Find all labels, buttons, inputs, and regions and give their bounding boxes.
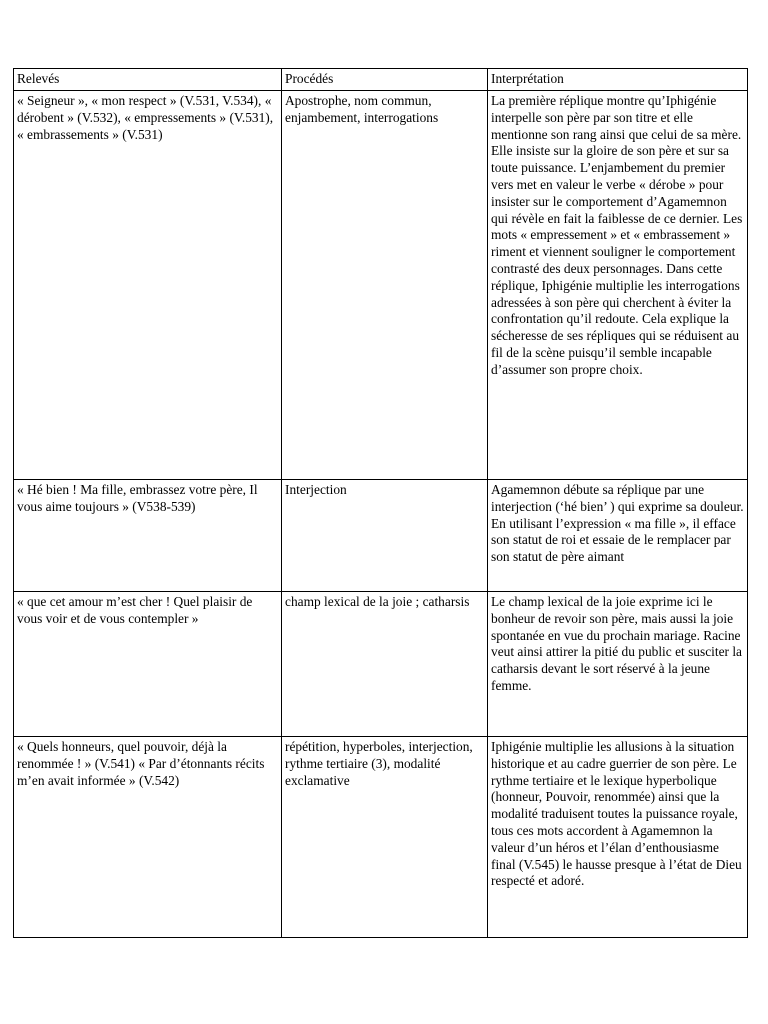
cell-releves: « Quels honneurs, quel pouvoir, déjà la renommée ! » (V.541) « Par d’étonnants récits m’en avait informée » (V.542) — [14, 737, 282, 938]
table-row — [14, 592, 748, 737]
cell-procedes: Interjection — [282, 480, 488, 592]
cell-procedes: répétition, hyperboles, interjection, rythme tertiaire (3), modalité exclamative — [282, 737, 488, 938]
cell-releves: « que cet amour m’est cher ! Quel plaisir de vous voir et de vous contempler » — [14, 592, 282, 737]
cell-procedes: champ lexical de la joie ; catharsis — [282, 592, 488, 737]
header-interpretation: Interprétation — [488, 69, 748, 91]
header-releves: Relevés — [14, 69, 282, 91]
analysis-table — [13, 68, 748, 938]
table-row — [14, 91, 748, 480]
table-header-row — [14, 69, 748, 91]
cell-interpretation: Iphigénie multiplie les allusions à la situation historique et au cadre guerrier de son père. Le rythme tertiaire et le lexique hyperbolique (honneur, Pouvoir, renommée) ainsi que la modalité traduisent toutes la puissance royale, tous ces mots accordent à Agamemnon la valeur d’un héros et l’élan d’enthousiasme final (V.545) le hausse presque à l’état de Dieu respecté et adoré. — [488, 737, 748, 938]
cell-interpretation: Le champ lexical de la joie exprime ici le bonheur de revoir son père, mais aussi la joie spontanée en vue du prochain mariage. Racine veut ainsi attirer la pitié du public et susciter la catharsis devant le sort réservé à la jeune femme. — [488, 592, 748, 737]
cell-releves: « Seigneur », « mon respect » (V.531, V.534), « dérobent » (V.532), « empressements » (V.531), « embrassements » (V.531) — [14, 91, 282, 480]
table-row — [14, 737, 748, 938]
cell-interpretation: La première réplique montre qu’Iphigénie interpelle son père par son titre et elle mentionne son rang ainsi que celui de sa mère. Elle insiste sur la gloire de son père et sur sa toute puissance. L’enjambement du premier vers met en valeur le verbe « dérobe » pour insister sur le comportement d’Agamemnon qui révèle en fait la faiblesse de ce dernier. Les mots « empressement » et « embrassement » riment et viennent souligner le comportement contrasté des deux personnages. Dans cette réplique, Iphigénie multiplie les interrogations adressées à son père qui cherchent à éviter la confrontation qu’il redoute. Cela explique la sécheresse de ses répliques qui se réduisent au fil de la scène puisqu’il semble incapable d’assumer son propre choix. — [488, 91, 748, 480]
table-row — [14, 480, 748, 592]
cell-releves: « Hé bien ! Ma fille, embrassez votre père, Il vous aime toujours » (V538-539) — [14, 480, 282, 592]
cell-procedes: Apostrophe, nom commun, enjambement, interrogations — [282, 91, 488, 480]
cell-interpretation: Agamemnon débute sa réplique par une interjection (‘hé bien’ ) qui exprime sa douleur. En utilisant l’expression « ma fille », il efface son statut de roi et essaie de le remplacer par son statut de père aimant — [488, 480, 748, 592]
header-procedes: Procédés — [282, 69, 488, 91]
